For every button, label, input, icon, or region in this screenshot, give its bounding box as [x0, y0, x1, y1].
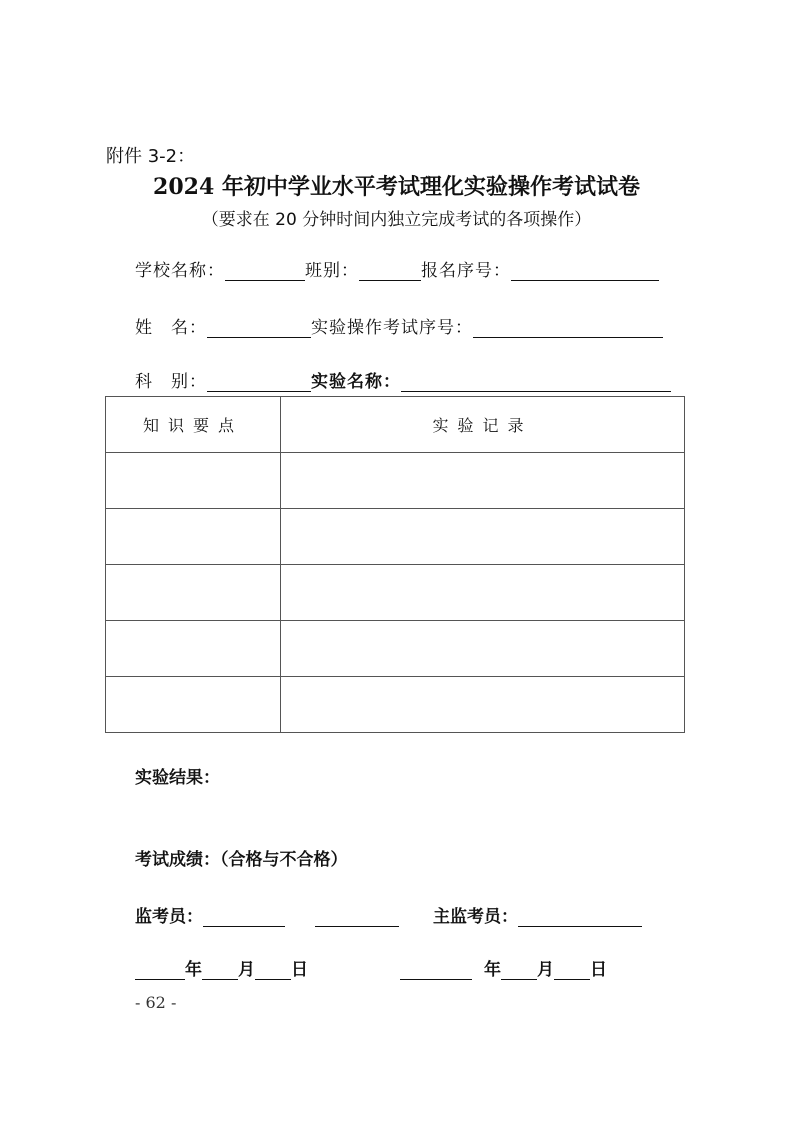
experiment-name-field[interactable]: [401, 373, 671, 392]
table-header-row: [106, 397, 685, 453]
reg-no-field[interactable]: [511, 262, 659, 281]
table-row: [106, 565, 685, 621]
school-label: 学校名称：: [135, 261, 225, 281]
date-row: [135, 955, 607, 980]
reg-no-label: 报名序号：: [421, 261, 511, 281]
subject-label: 科 别：: [135, 372, 207, 392]
header-knowledge-points: 知识要点: [106, 397, 281, 453]
date2-year-field[interactable]: [400, 961, 472, 980]
invigilator-field-1[interactable]: [203, 908, 285, 927]
experiment-record-table: [105, 396, 685, 733]
exam-no-field[interactable]: [473, 319, 663, 338]
knowledge-point-cell[interactable]: [106, 509, 281, 565]
signature-row: [135, 902, 642, 927]
header-experiment-record: 实验记录: [281, 397, 685, 453]
table-row: [106, 453, 685, 509]
knowledge-point-cell[interactable]: [106, 621, 281, 677]
invigilator-field-2[interactable]: [315, 908, 399, 927]
record-cell[interactable]: [281, 453, 685, 509]
record-cell[interactable]: [281, 565, 685, 621]
date1-year-field[interactable]: [135, 961, 185, 980]
exam-subtitle: （要求在 20 分钟时间内独立完成考试的各项操作）: [201, 210, 592, 230]
chief-invigilator-label: 主监考员：: [433, 907, 518, 927]
knowledge-point-cell[interactable]: [106, 453, 281, 509]
date2-month-field[interactable]: [501, 961, 537, 980]
exam-title: 2024 年初中学业水平考试理化实验操作考试试卷: [153, 174, 640, 200]
date1-month-field[interactable]: [202, 961, 238, 980]
page-number: - 62 -: [135, 993, 177, 1012]
result-label: 实验结果：: [135, 768, 220, 788]
class-label: 班别：: [305, 261, 359, 281]
form-row-name: [135, 313, 663, 338]
record-cell[interactable]: [281, 509, 685, 565]
date2-day-label: 日: [590, 960, 607, 980]
score-label: 考试成绩：（合格与不合格）: [135, 850, 348, 870]
date1-year-label: 年: [185, 960, 202, 980]
subject-field[interactable]: [207, 373, 311, 392]
knowledge-point-cell[interactable]: [106, 565, 281, 621]
date2-day-field[interactable]: [554, 961, 590, 980]
record-cell[interactable]: [281, 621, 685, 677]
exam-no-label: 实验操作考试序号：: [311, 318, 473, 338]
table-row: [106, 677, 685, 733]
date2-month-label: 月: [537, 960, 554, 980]
date1-day-label: 日: [291, 960, 308, 980]
attachment-label: 附件 3-2：: [106, 146, 196, 167]
invigilator-label: 监考员：: [135, 907, 203, 927]
table-row: [106, 621, 685, 677]
experiment-name-label: 实验名称：: [311, 372, 401, 392]
chief-invigilator-field[interactable]: [518, 908, 642, 927]
school-field[interactable]: [225, 262, 305, 281]
date1-month-label: 月: [238, 960, 255, 980]
table-row: [106, 509, 685, 565]
form-row-subject: [135, 367, 671, 392]
date1-day-field[interactable]: [255, 961, 291, 980]
date2-year-label: 年: [484, 960, 501, 980]
form-row-school: [135, 256, 659, 281]
class-field[interactable]: [359, 262, 421, 281]
name-field[interactable]: [207, 319, 311, 338]
name-label: 姓 名：: [135, 318, 207, 338]
knowledge-point-cell[interactable]: [106, 677, 281, 733]
record-cell[interactable]: [281, 677, 685, 733]
